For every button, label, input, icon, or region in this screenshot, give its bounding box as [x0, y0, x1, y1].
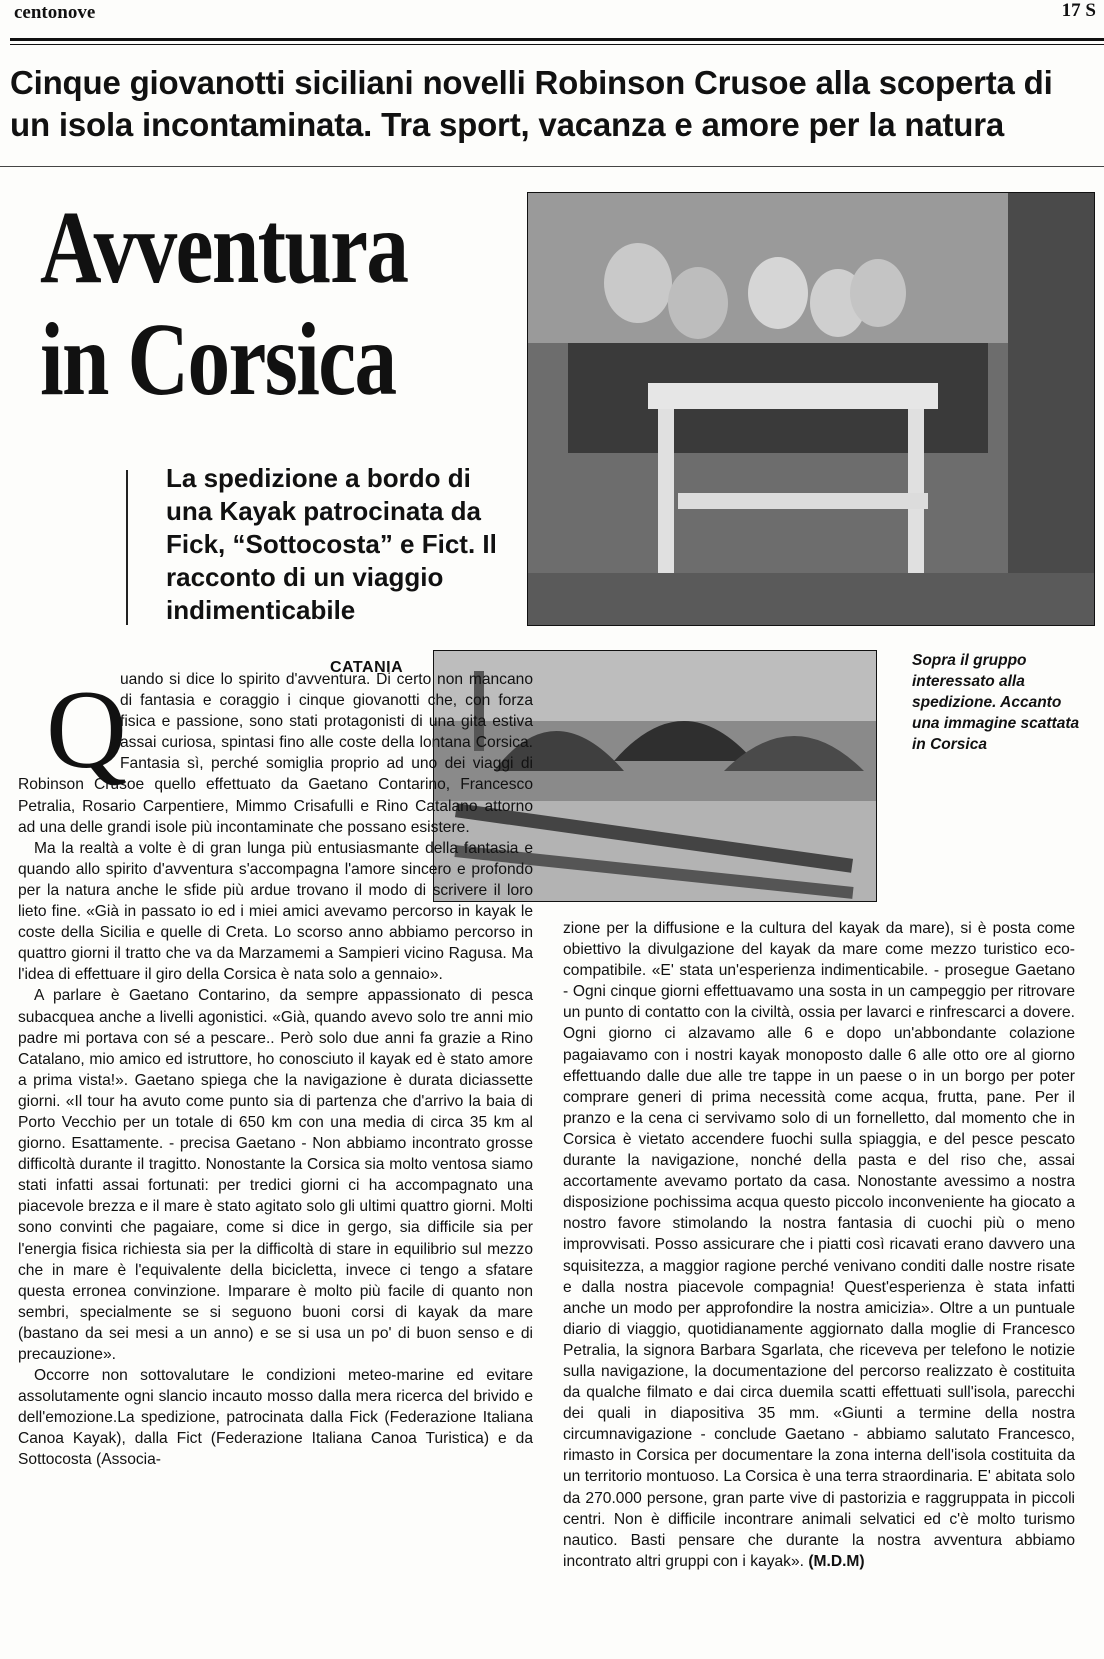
kicker-rule — [0, 166, 1104, 167]
subhead-rule — [126, 470, 128, 625]
dateline: CATANIA — [330, 659, 404, 676]
drop-cap: Q — [46, 668, 127, 792]
paragraph-1: uando si dice lo spirito d'avventura. Di certo non mancano di fantasia e coraggio i cinque giovanotti che, con forza fisica e passione, sono stati protagonisti di una gita estiva assai curiosa, spintasi fino alle coste della lontana Corsica. Fantasia sì, perché somiglia proprio ad uno dei viaggi di Robinson Crusoe quello effettuato da Gaetano Contarino, Francesco Petralia, Rosario Carpentiere, Mimmo Crisafulli e Rino Catalano attorno ad una delle grandi isole più incontaminate che possano esistere. — [18, 671, 533, 836]
group-photo — [527, 192, 1095, 626]
page-number: 17 S — [1061, 0, 1096, 21]
masthead: centonove — [14, 2, 96, 23]
paragraph-4: Occorre non sottovalutare le condizioni meteo-marine ed evitare assolutamente ogni slancio incauto mosso dalla mera ricerca del brivido e dell'emozione.La spedizione, patrocinata dalla Fick (Federazione Italiana Canoa Kayak), dalla Fict (Federazione Italiana Canoa Turistica) e da Sottocosta (Associa- — [18, 1367, 533, 1469]
kicker-headline: Cinque giovanotti siciliani novelli Robinson Crusoe alla scoperta di un isola incontaminata. Tra sport, vacanza e amore per la natura — [10, 64, 1053, 143]
article-column-2 — [563, 918, 1075, 1572]
paragraph-2: Ma la realtà a volte è di gran lunga più entusiasmante della fantasia e quando allo spirito d'avventura s'accompagna l'amore sincero e profondo per la natura anche le sfide più ardue trovano il modo di scrivere il loro lieto fine. «Già in passato io ed i miei amici avevamo percorso in kayak le coste della Sicilia e quelle di Creta. Lo scorso anno abbiamo percorso in quattro giorni il tratto che va da Marzamemi a Sampieri vicino Ragusa. Ma l'idea di effettuare il giro della Corsica è nata solo a gennaio». — [18, 839, 533, 984]
author-credit: (M.D.M) — [808, 1552, 865, 1570]
top-rule — [10, 38, 1104, 41]
photo-caption: Sopra il gruppo interessato alla spedizione. Accanto una immagine scattata in Corsica — [912, 652, 1080, 753]
paragraph-continuation: zione per la diffusione e la cultura del kayak da mare), si è posta come obiettivo la divulgazione del kayak da mare come mezzo turistico eco-compatibile. «E' stata un'esperienza indimenticabile. - prosegue Gaetano - Ogni cinque giorni effettuavamo una sosta in un campeggio per ritrovare un punto di contatto con la civiltà, ossia per lavarci e rinfrescarci a dovere. Ogni giorno ci alzavamo alle 6 e dopo un'abbondante colazione pagaiavamo con i nostri kayak monoposto dalle 6 alle otto ore al giorno effettuando dalle due alle tre tappe in un paese o in un borgo per poter comprare generi di prima necessità come acqua, frutta, pane. Per il pranzo e la cena ci servivamo solo di un fornelletto, dal momento che in Corsica è vietato accendere fuochi sulla spiaggia, e del pesce pescato durante la navigazione, nonché della pasta e del riso che, assai accortamente avevamo portato da casa. Nonostante avessimo a nostra disposizione pochissima acqua questo piccolo inconveniente ha giocato a nostro favore stimolando la nostra fantasia di cuochi più o meno improvvisati. Posso assicurare che i piatti così ricavati erano davvero una squisitezza, a maggior ragione perché venivano conditi dalle nostre risate e dalla nostra piacevole compagnia! Quest'esperienza è stata infatti anche un modo per approfondire la nostra amicizia». Oltre a un puntuale diario di viaggio, quotidianamente aggiornato dalla moglie di Francesco Petralia, la signora Barbara Sgarlata, che riceveva per telefono le notizie sulla navigazione, la documentazione del percorso realizzato è costituita da qualche filmato e dai circa duemila scatti effettuati sull'isola, parecchi dei quali in diapositiva 35 mm. «Giunti a termine della nostra circumnavigazione - conclude Gaetano - abbiamo salutato Francesco, rimasto in Corsica per documentare la zona interna dell'isola costituita da un territorio montuoso. La Corsica è una terra straordinaria. E' abitata solo da 270.000 persone, gran parte vive di pastorizia e raggruppata in piccoli centri. Non è difficile incontrare animali selvatici ed c'è molto turismo nautico. Basti pensare che durante la nostra avventura abbiamo incontrato altri gruppi con i kayak». — [563, 920, 1075, 1570]
title-line-2: in Corsica — [40, 302, 396, 417]
dropcap-spacer — [18, 669, 120, 769]
top-rule-thin — [10, 44, 1104, 45]
article-column-1 — [18, 669, 533, 1471]
title-line-1: Avventura — [40, 190, 408, 305]
paragraph-3: A parlare è Gaetano Contarino, da sempre appassionato di pesca subacquea anche a livelli agonistici. «Già, quando avevo solo tre anni mio padre mi portava con sé a pescare.. Però solo due anni fa grazie a Rino Catalano, mio amico ed istruttore, ho conosciuto il kayak ed è stato amore a prima vista!». Gaetano spiega che la navigazione è durata diciassette giorni. «Il tour ha avuto come punto sia di partenza che d'arrivo la baia di Porto Vecchio per un totale di 650 km con una media di circa 35 km al giorno. Esattamente. - precisa Gaetano - Non abbiamo incontrato grosse difficoltà durante il tragitto. Nonostante la Corsica sia molto ventosa siamo stati infatti assai fortunati: per tredici giorni ci ha accompagnato una piacevole brezza e il mare è stato agitato solo gli ultimi quattro giorni. Molti sono convinti che pagaiare, come si dice in gergo, sia difficile sia per l'energia fisica richiesta sia per la difficoltà di stare in equilibrio sul mezzo che in mare è l'equivalente della bicicletta, invece ci tengo a sfatare questa erronea convinzione. Imparare è molto più facile di quanto non sembri, specialmente se si seguono buoni corsi di kayak da mare (bastano da sei mesi a un anno) e se si usa un po' di buon senso e di precauzione». — [18, 987, 533, 1363]
article-subhead: La spedizione a bordo di una Kayak patrocinata da Fick, “Sottocosta” e Fict. Il racconto di un viaggio indimenticabile — [166, 463, 497, 625]
article-title — [40, 192, 407, 416]
group-photo-image — [528, 193, 1094, 625]
